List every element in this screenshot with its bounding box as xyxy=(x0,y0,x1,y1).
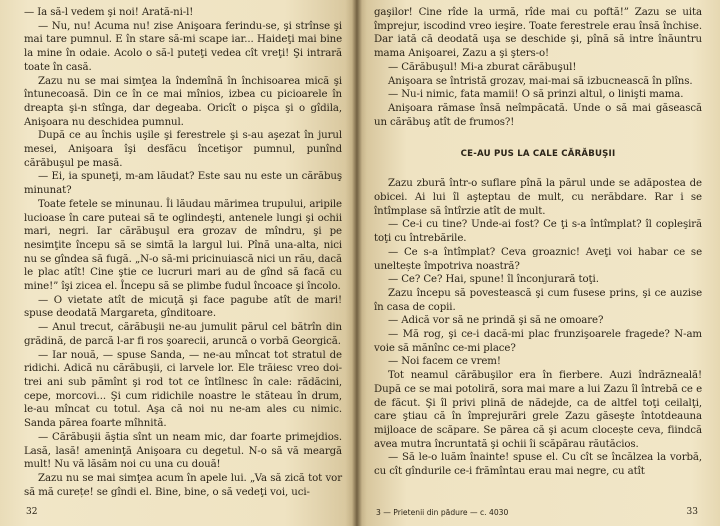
paragraph: — Ei, ia spuneţi, m-am lăudat? Este sau nu este un cărăbuş minunat? xyxy=(24,171,342,197)
paragraph: — Să le-o luăm înainte! spuse el. Cu cît se încălzea la vorbă, cu cît gîndurile ce-i frămîntau erau mai negre, cu atît xyxy=(374,452,702,478)
paragraph: Toate fetele se minunau. Îi lăudau mărimea trupului, aripile lucioase în care puteai să te oglindeşti, antenele lungi şi ochii mari, negri. Iar cărăbuşul era grozav de mîndru, şi pe nesimţite începu să se simtă la largul lui. Pînă una-alta, nici nu se gîndea să fugă. „N-o să-mi pricinuiască nici un rău, dacă le plac atît! Cine ştie ce lucruri mari au de gînd să facă cu mine!” îşi zicea el. Începu să se plimbe fudul încoace şi încolo. xyxy=(24,198,342,293)
paragraph: Anişoara rămase însă neîmpăcată. Unde o să mai găsească un cărăbuş atît de frumos?! xyxy=(374,102,702,128)
right-page xyxy=(356,0,720,526)
book-gutter xyxy=(352,0,362,526)
paragraph: Zazu nu se mai simţea acum în apele lui. „Va să zică tot vor să mă curețe! se gîndi el. Bine, bine, o să vedeţi voi, uci- xyxy=(24,472,342,498)
paragraph: — Ce-i cu tine? Unde-ai fost? Ce ţi s-a întîmplat? îl copleşiră toţi cu întrebările. xyxy=(374,219,702,245)
paragraph: — Mă rog, şi ce-i dacă-mi plac frunzişoarele fragede? N-am voie să mănînc ce-mi place? xyxy=(374,329,702,354)
paragraph: — Adică vor să ne prindă şi să ne omoare? xyxy=(388,315,604,327)
paragraph: — Cărăbuşii ăştia sînt un neam mic, dar foarte primejdios. Lasă, lasă! ameninţă Anişoara cu degetul. N-o să vă meargă mult! Nu vă lăsăm noi cu una cu două! xyxy=(24,431,342,471)
paragraph: — Ce? Ce? Hai, spune! îl înconjurară toţi. xyxy=(388,274,599,286)
paragraph: — Iar nouă, — spuse Sanda, — ne-au mîncat tot stratul de ridichi. Adică nu cărăbuşii, ci larvele lor. Ele trăiesc vreo doi-trei ani sub pămînt şi rod tot ce întîlnesc în cale: rădăcini, cepe, morcovi... Şi cum ridichile noastre le stăteau în drum, le-au mîncat cu totul. Aşa că noi nu ne-am ales cu nimic. Sanda părea foarte mîhnită. xyxy=(24,349,342,430)
page-number: 33 xyxy=(686,507,698,517)
signature-mark: 3 — Prietenii din pădure — c. 4030 xyxy=(376,508,509,517)
paragraph: — Anul trecut, cărăbuşii ne-au jumulit părul cel bătrîn din grădină, de parcă l-ar fi ros şoarecii, aruncă o vorbă Georgică. xyxy=(24,322,342,347)
paragraph: — Noi facem ce vrem! xyxy=(388,356,501,368)
paragraph: gaşilor! Cine rîde la urmă, rîde mai cu poftă!” Zazu se uita împrejur, iscodind vreo ieşire. Toate ferestrele erau însă închise. Dar iată că deodată uşa se deschide şi, pînă să intre înăuntru mama Anişoarei, Zazu a şi şters-o! xyxy=(374,7,702,60)
paragraph: — Nu, nu! Acuma nu! zise Anişoara ferindu-se, şi strînse şi mai tare pumnul. E în stare să-mi scape iar... Haideţi mai bine la mine în odaie. Acolo o să-l puteţi vedea cît vreţi! Şi intrară toate în casă. xyxy=(24,20,342,73)
paragraph: Zazu începu să povestească şi cum fusese prins, şi ce auzise în casa de copii. xyxy=(374,287,702,313)
left-page xyxy=(0,0,356,526)
paragraph: Anişoara se întristă grozav, mai-mai să izbucnească în plîns. xyxy=(388,75,693,87)
paragraph: — Cărăbuşul! Mi-a zburat cărăbuşul! xyxy=(388,61,577,73)
paragraph: Zazu zbură într-o suflare pînă la părul unde se adăpostea de obicei. Ai lui îl aşteptau de mult, cu nerăbdare. Rar i se întîmplase să întîrzie atît de mult. xyxy=(374,178,702,217)
paragraph: După ce au închis uşile şi ferestrele şi s-au aşezat în jurul mesei, Anişoara îşi desfăcu încetişor pumnul, punînd cărăbuşul pe masă. xyxy=(24,130,342,169)
page-number: 32 xyxy=(26,507,38,517)
paragraph: — Ce s-a întîmplat? Ceva groaznic! Aveţi voi habar ce se uneltește împotriva noastră? xyxy=(374,246,702,272)
paragraph: — Nu-i nimic, fata mamii! O să prinzi altul, o linişti mama. xyxy=(388,89,684,101)
paragraph: — Ia să-l vedem şi noi! Arată-ni-l! xyxy=(24,7,194,18)
paragraph: Tot neamul cărăbuşilor era în fierbere. Auzi îndrăzneală! După ce se mai potoliră, sora mai mare a lui Zazu îl întrebă ce e de făcut. Şi îl privi plină de nădejde, ca de altfel toţi ceilalţi, care ştiau că în împrejurări grele Zazu găseşte întotdeauna mijloace de scăpare. Se părea că şi acum clocește ceva, fiindcă avea mutra încruntată şi ochii îi scăpărau răutăcios. xyxy=(374,370,702,450)
chapter-title: CE-AU PUS LA CALE CĂRĂBUŞII xyxy=(460,149,616,160)
paragraph: — O vietate atît de micuţă şi face pagube atît de mari! spuse deodată Margareta, gînditoare. xyxy=(24,294,342,320)
paragraph: Zazu nu se mai simţea la îndemînă în închisoarea mică şi întunecoasă. Din ce în ce mai mînios, izbea cu picioarele în dreapta şi-n stînga, dar degeaba. Oricît o pişca şi o gîdila, Anişoara nu deschidea pumnul. xyxy=(24,75,342,128)
